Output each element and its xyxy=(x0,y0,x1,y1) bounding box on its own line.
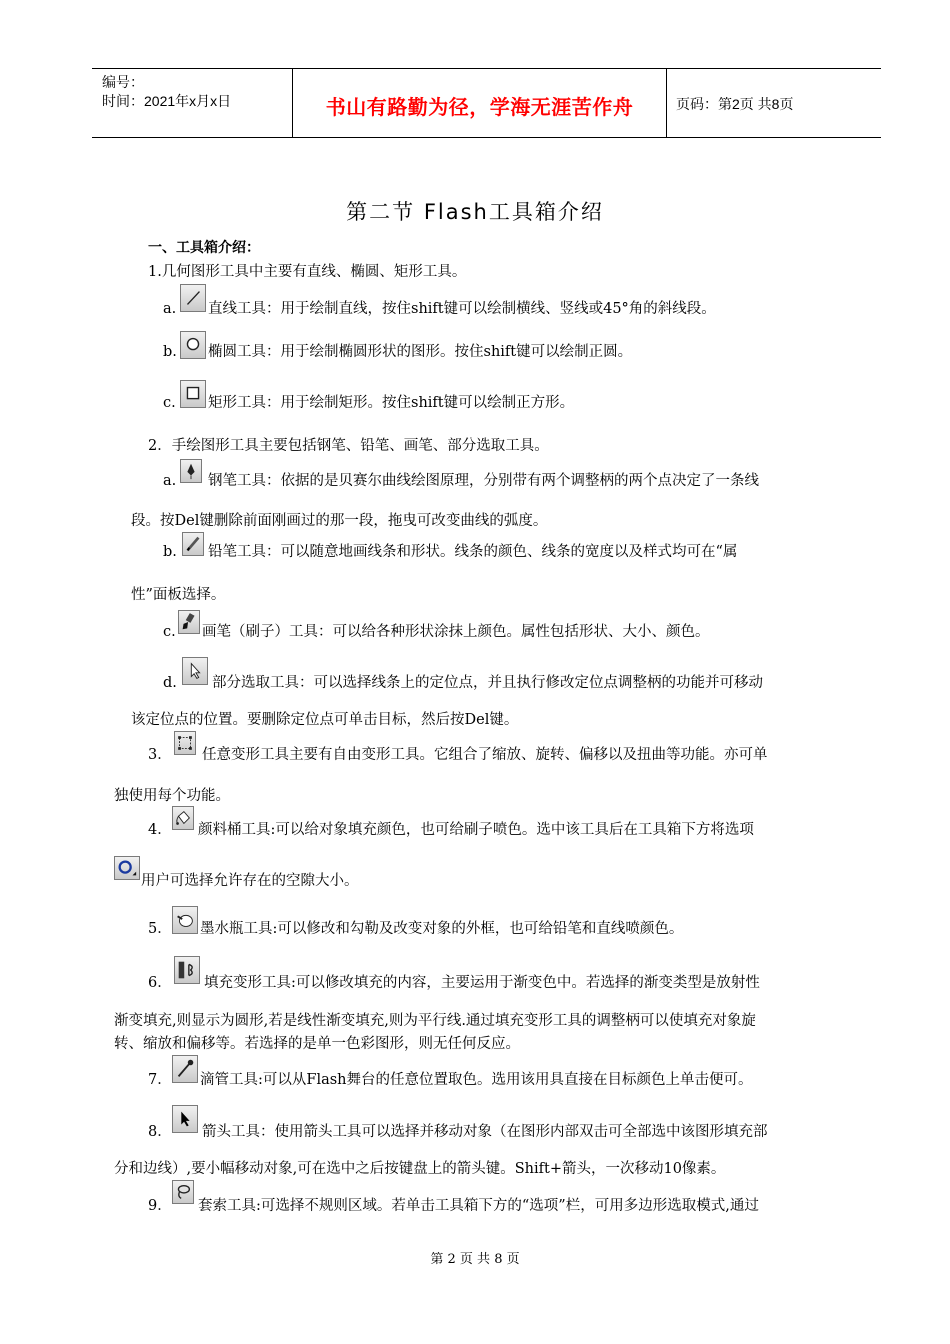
oval-tool-description: 椭圆工具：用于绘制椭圆形状的图形。按住shift键可以绘制正圆。 xyxy=(208,344,633,360)
fill-transform-description-cont2: 转、缩放和偏移等。若选择的是单一色彩图形，则无任何反应。 xyxy=(114,1036,520,1052)
header-left-cell xyxy=(92,69,292,137)
rectangle-tool-description: 矩形工具：用于绘制矩形。按住shift键可以绘制正方形。 xyxy=(208,395,575,411)
pen-tool-description: 钢笔工具：依据的是贝赛尔曲线绘图原理，分别带有两个调整柄的两个点决定了一条线 xyxy=(208,473,759,489)
arrow-tool-description: 箭头工具：使用箭头工具可以选择并移动对象（在图形内部双击可全部选中该图形填充部 xyxy=(202,1124,768,1140)
paint-bucket-description-cont: 用户可选择允许存在的空隙大小。 xyxy=(141,873,359,889)
fill-transform-description-cont1: 渐变填充,则显示为圆形,若是线性渐变填充,则为平行线.通过填充变形工具的调整柄可以使填充对象旋 xyxy=(114,1013,756,1029)
document-header xyxy=(92,68,881,138)
list-marker: c. xyxy=(163,395,176,411)
lasso-tool-icon xyxy=(172,1180,194,1204)
header-motto: 书山有路勤为径，学海无涯苦作舟 xyxy=(325,95,634,119)
list-marker: 6． xyxy=(148,975,172,991)
paragraph-geometry-tools: 1.几何图形工具中主要有直线、椭圆、矩形工具。 xyxy=(148,264,467,280)
brush-tool-description: 画笔（刷子）工具：可以给各种形状涂抹上颜色。属性包括形状、大小、颜色。 xyxy=(202,624,710,640)
paint-bucket-tool-icon xyxy=(172,806,194,830)
ink-bottle-description: 墨水瓶工具:可以修改和勾勒及改变对象的外框，也可给铅笔和直线喷颜色。 xyxy=(200,921,684,937)
list-marker: c. xyxy=(163,624,176,640)
document-time-label: 时间：2021年x月x日 xyxy=(102,93,232,109)
pencil-tool-description: 铅笔工具：可以随意地画线条和形状。线条的颜色、线条的宽度以及样式均可在“属 xyxy=(208,544,738,560)
paint-bucket-description: 颜料桶工具:可以给对象填充颜色，也可给刷子喷色。选中该工具后在工具箱下方将选项 xyxy=(198,822,754,838)
free-transform-description-cont: 独使用每个功能。 xyxy=(114,788,230,804)
arrow-tool-icon xyxy=(172,1105,198,1133)
header-motto-cell xyxy=(292,69,667,137)
rectangle-tool-icon xyxy=(180,380,206,408)
subselect-tool-icon xyxy=(182,657,208,685)
fill-transform-description: 填充变形工具:可以修改填充的内容，主要运用于渐变色中。若选择的渐变类型是放射性 xyxy=(204,975,760,991)
ink-bottle-tool-icon xyxy=(172,906,198,934)
section-title: 第二节 Flash工具箱介绍 xyxy=(346,200,604,224)
subselect-tool-description: 部分选取工具：可以选择线条上的定位点，并且执行修改定位点调整柄的功能并可移动 xyxy=(212,675,763,691)
list-marker: b. xyxy=(163,344,177,360)
document-number-label: 编号： xyxy=(102,74,144,90)
paragraph-freehand-tools: 2．手绘图形工具主要包括钢笔、铅笔、画笔、部分选取工具。 xyxy=(148,438,549,454)
free-transform-description: 任意变形工具主要有自由变形工具。它组合了缩放、旋转、偏移以及扭曲等功能。亦可单 xyxy=(202,747,768,763)
pencil-tool-icon xyxy=(182,532,204,556)
list-marker: b. xyxy=(163,544,177,560)
header-right-cell xyxy=(666,69,881,137)
arrow-tool-description-cont: 分和边线）,要小幅移动对象,可在选中之后按键盘上的箭头键。Shift+箭头，一次移动10像素。 xyxy=(114,1161,726,1177)
page-footer: 第 2 页 共 8 页 xyxy=(430,1252,520,1267)
list-marker: a. xyxy=(163,473,177,489)
brush-tool-icon xyxy=(178,610,200,634)
lasso-tool-description: 套索工具:可选择不规则区域。若单击工具箱下方的“选项”栏，可用多边形选取模式,通过 xyxy=(198,1198,759,1214)
free-transform-tool-icon xyxy=(174,731,196,755)
page-number-label: 页码：第2页 共8页 xyxy=(676,96,794,112)
line-tool-icon xyxy=(180,284,206,312)
line-tool-description: 直线工具：用于绘制直线，按住shift键可以绘制横线、竖线或45°角的斜线段。 xyxy=(208,301,716,317)
oval-tool-icon xyxy=(180,331,206,359)
list-marker: 9． xyxy=(148,1198,172,1214)
list-marker: a. xyxy=(163,301,177,317)
list-marker: 8． xyxy=(148,1124,172,1140)
eyedropper-description: 滴管工具:可以从Flash舞台的任意位置取色。选用该用具直接在目标颜色上单击便可。 xyxy=(200,1072,753,1088)
section-heading: 一、工具箱介绍： xyxy=(148,240,260,256)
list-marker: 4． xyxy=(148,822,172,838)
eyedropper-tool-icon xyxy=(172,1055,198,1083)
list-marker: d. xyxy=(163,675,177,691)
list-marker: 7． xyxy=(148,1072,172,1088)
pen-tool-icon xyxy=(180,459,202,483)
pen-tool-description-cont: 段。按Del键删除前面刚画过的那一段，拖曳可改变曲线的弧度。 xyxy=(131,513,548,529)
list-marker: 3． xyxy=(148,747,172,763)
list-marker: 5． xyxy=(148,921,172,937)
gap-size-option-icon xyxy=(114,856,140,880)
fill-transform-tool-icon xyxy=(174,956,200,984)
pencil-tool-description-cont: 性”面板选择。 xyxy=(131,587,226,603)
subselect-tool-description-cont: 该定位点的位置。要删除定位点可单击目标，然后按Del键。 xyxy=(131,712,519,728)
